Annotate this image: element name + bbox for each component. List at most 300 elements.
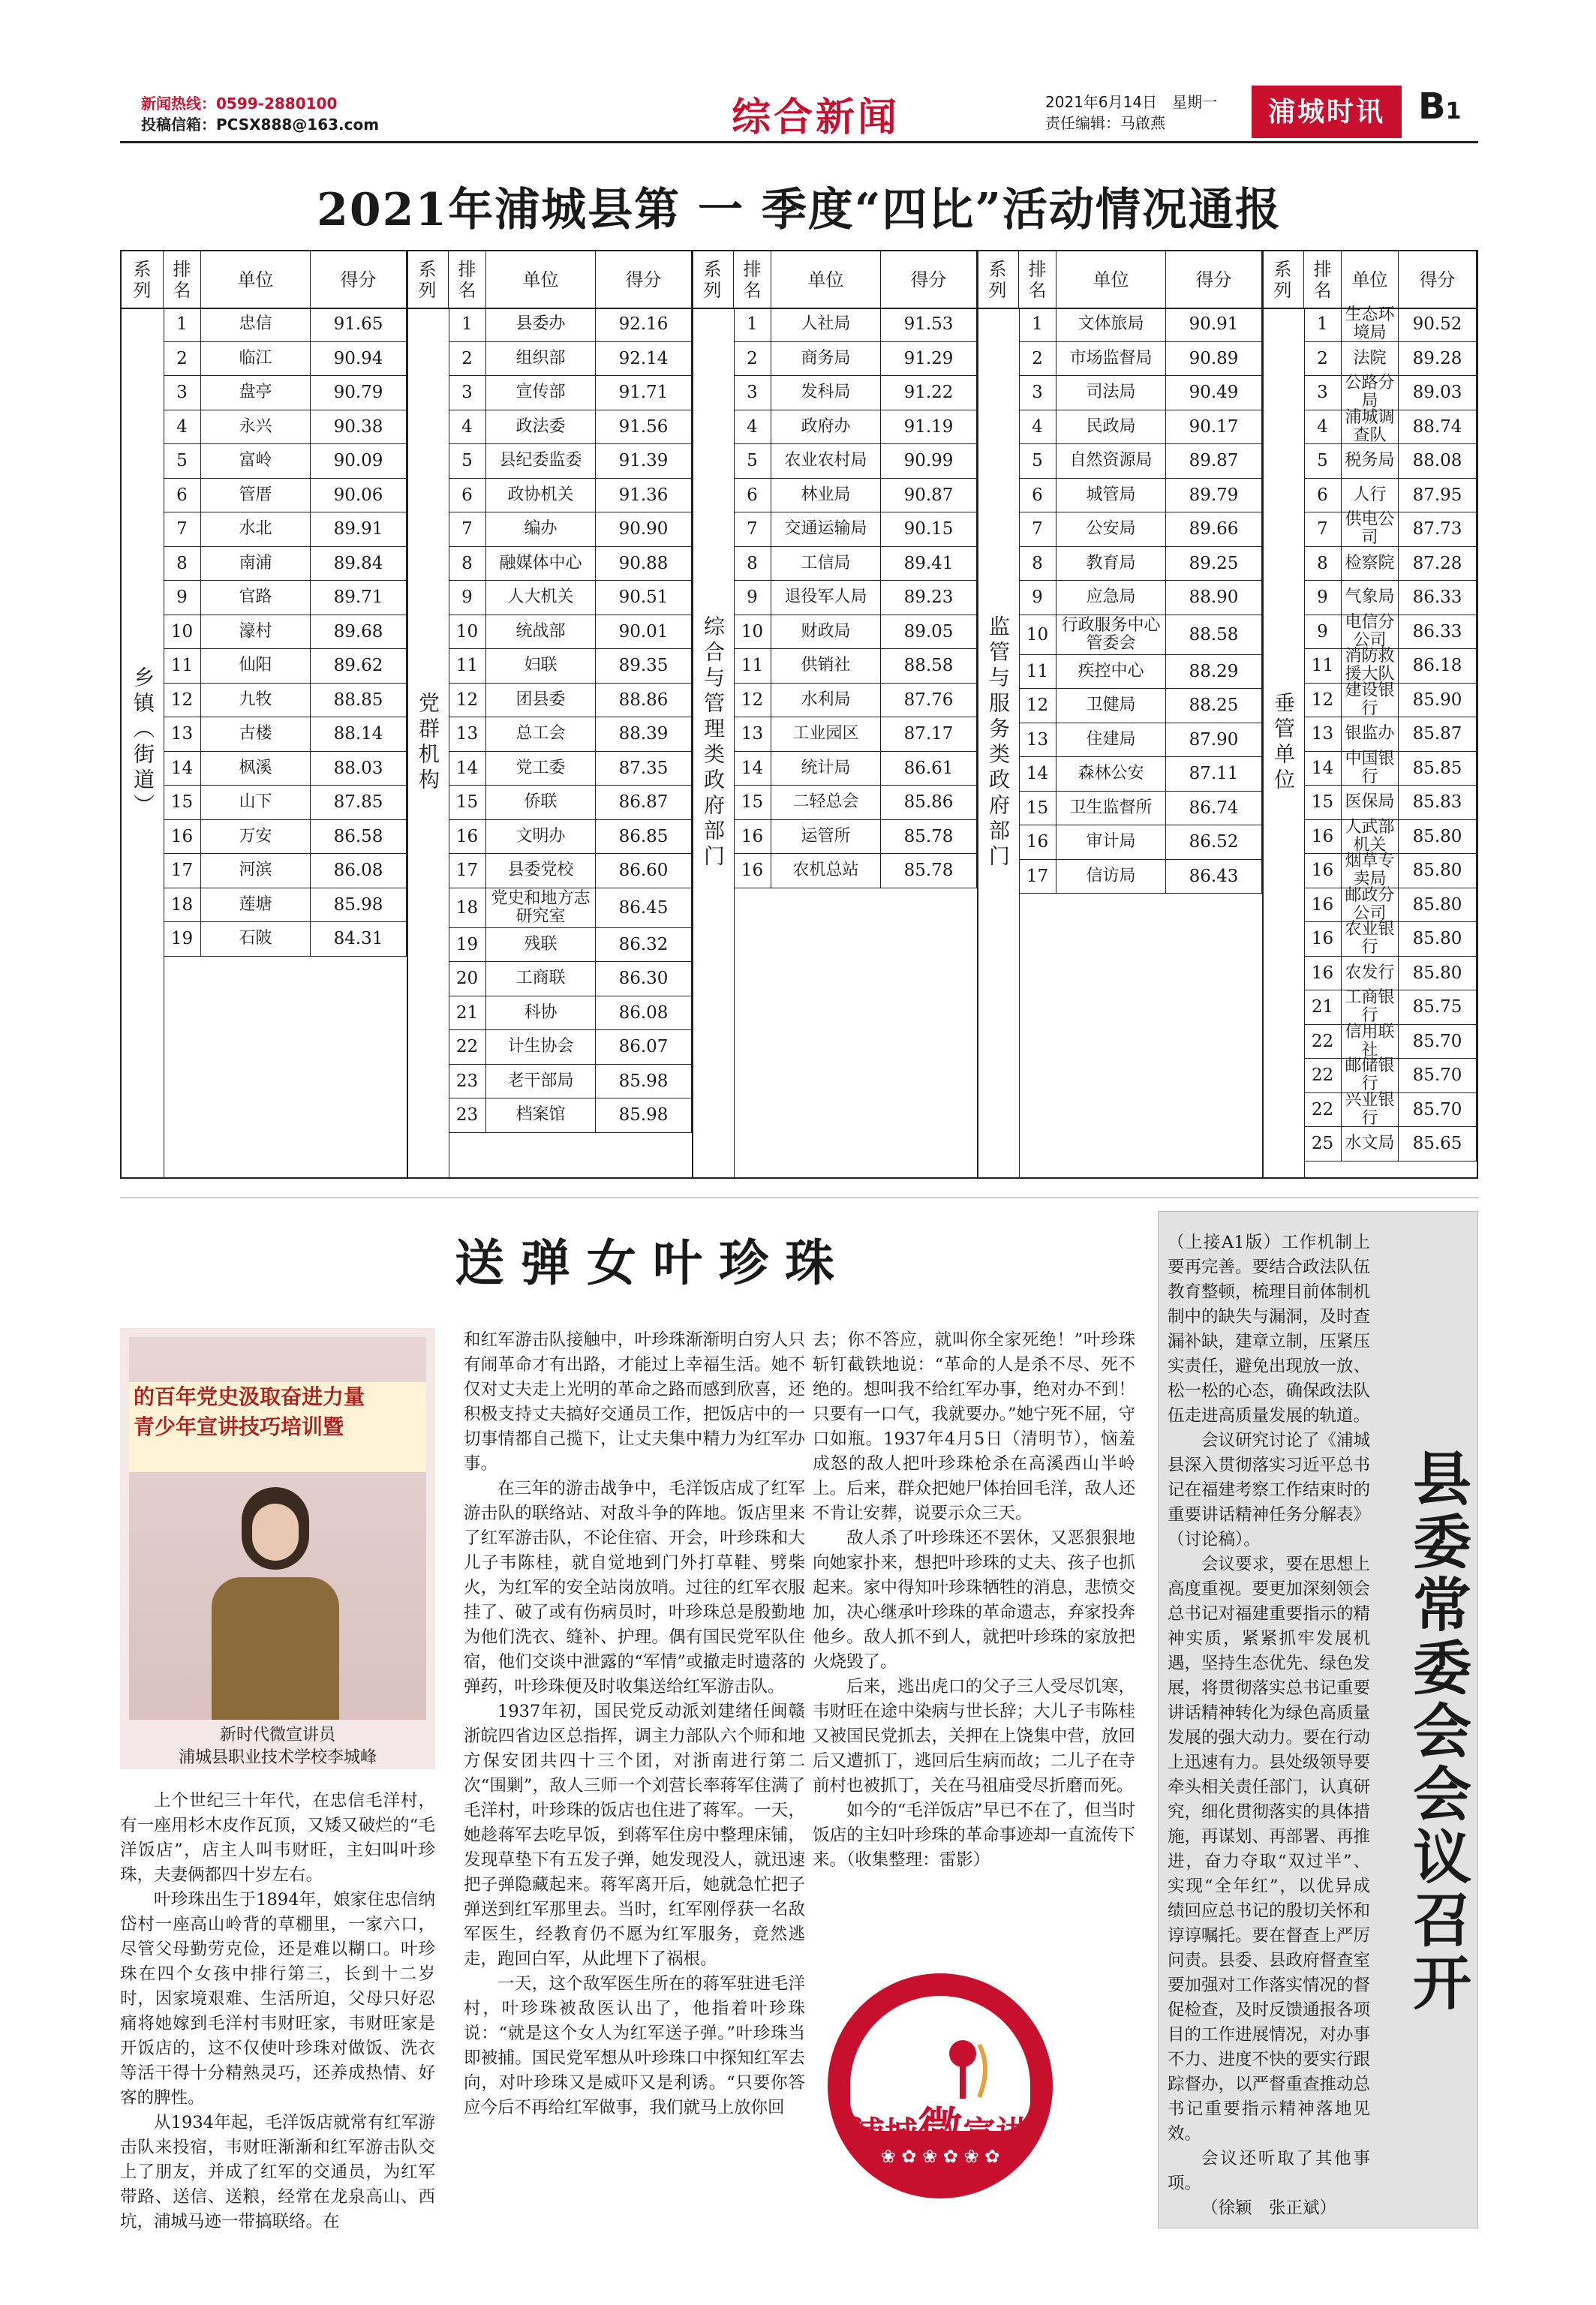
rank-cell: 8 [1019, 547, 1056, 581]
unit-cell: 发科局 [771, 376, 881, 410]
paragraph: 和红军游击队接触中，叶珍珠渐渐明白穷人只有闹革命才有出路，才能过上幸福生活。她不仅对丈夫走上光明的革命之路而感到欣喜，还积极支持丈夫搞好交通员工作，把饭店中的一切事情都自己揽下，让丈夫集中精力为红军办事。 [464, 1330, 805, 1474]
unit-cell: 工商银行 [1342, 990, 1399, 1024]
unit-cell: 盘亭 [201, 376, 311, 410]
rank-cell: 18 [164, 888, 201, 922]
unit-cell: 卫生监督所 [1056, 792, 1166, 825]
rank-cell: 19 [449, 928, 486, 962]
unit-cell: 组织部 [486, 342, 596, 376]
series-header: 系列 [977, 251, 1019, 308]
rank-cell: 3 [164, 376, 201, 410]
rank-cell: 7 [734, 512, 771, 546]
unit-cell: 九牧 [201, 684, 311, 717]
rank-cell: 12 [734, 684, 771, 717]
table-group [1262, 251, 1477, 1177]
page-digit: 1 [1445, 98, 1462, 125]
unit-cell: 永兴 [201, 410, 311, 444]
email-label: 投稿信箱： [141, 116, 216, 134]
unit-cell: 电信分公司 [1342, 615, 1399, 649]
table-row [1304, 854, 1477, 888]
score-cell: 87.35 [596, 752, 692, 786]
score-cell: 85.80 [1399, 888, 1477, 922]
score-cell: 90.49 [1166, 376, 1262, 410]
table-row [449, 376, 692, 410]
table-row [1019, 444, 1262, 479]
contact-info [141, 93, 379, 135]
unit-cell: 建设银行 [1342, 684, 1399, 717]
score-cell: 86.08 [596, 996, 692, 1030]
unit-cell: 文体旅局 [1056, 308, 1166, 341]
table-row [1019, 581, 1262, 615]
unit-cell: 运管所 [771, 820, 881, 854]
hotline-number: 0599-2880100 [216, 95, 338, 113]
score-cell: 86.74 [1166, 792, 1262, 825]
unit-cell: 团县委 [486, 684, 596, 717]
rank-cell: 17 [164, 854, 201, 888]
table-row [164, 581, 407, 615]
table-row [1304, 786, 1477, 820]
unit-cell: 编办 [486, 512, 596, 546]
unit-cell: 统计局 [771, 752, 881, 786]
table-group [122, 251, 407, 1177]
rank-cell: 16 [734, 820, 771, 854]
rank-cell: 3 [1304, 376, 1342, 410]
rank-cell: 6 [449, 479, 486, 512]
rank-cell: 5 [1019, 444, 1056, 478]
score-cell: 91.19 [881, 410, 977, 444]
rank-cell: 9 [734, 581, 771, 615]
table-row [1304, 581, 1477, 615]
table-row [1304, 547, 1477, 582]
unit-cell: 信访局 [1056, 860, 1166, 894]
unit-cell: 生态环境局 [1342, 308, 1399, 341]
page-letter: B [1418, 86, 1446, 128]
group-divider [407, 251, 408, 1177]
unit-cell: 信用联社 [1342, 1025, 1399, 1059]
table-row [1304, 342, 1477, 377]
score-cell: 90.87 [881, 479, 977, 512]
score-cell: 85.80 [1399, 957, 1477, 990]
rank-header: 排名 [1019, 251, 1056, 308]
caption-line-1: 新时代微宣讲员 [219, 1726, 335, 1745]
unit-cell: 县委办 [486, 308, 596, 341]
rank-cell: 7 [164, 512, 201, 546]
unit-cell: 山下 [201, 786, 311, 819]
table-group [407, 251, 692, 1177]
table-row [1019, 547, 1262, 582]
score-cell: 90.17 [1166, 410, 1262, 444]
side-article-title: 县委常委会会议召开 [1403, 1448, 1471, 2015]
seal-word-left: 浦城 [852, 2114, 918, 2153]
score-cell: 86.07 [596, 1030, 692, 1064]
rank-cell: 11 [164, 649, 201, 683]
rank-cell: 16 [1019, 825, 1056, 859]
unit-cell: 兴业银行 [1342, 1093, 1399, 1127]
table-row [1304, 612, 1477, 650]
table-row [164, 547, 407, 582]
score-cell: 85.90 [1399, 684, 1477, 717]
score-cell: 89.84 [311, 547, 407, 581]
unit-cell: 古楼 [201, 717, 311, 751]
unit-cell: 邮储银行 [1342, 1059, 1399, 1092]
table-row [449, 820, 692, 855]
series-name: 监管与服务类政府部门 [986, 615, 1011, 870]
table-row [1019, 689, 1262, 723]
rank-cell: 23 [449, 1098, 486, 1132]
table-row [1304, 407, 1477, 445]
rank-cell: 23 [449, 1065, 486, 1098]
score-cell: 84.31 [311, 922, 407, 956]
rank-cell: 15 [734, 786, 771, 819]
unit-cell: 科协 [486, 996, 596, 1030]
unit-cell: 政法委 [486, 410, 596, 444]
table-group [977, 251, 1262, 1177]
page-number [1418, 86, 1461, 128]
rank-cell: 13 [1304, 717, 1342, 751]
unit-cell: 官路 [201, 581, 311, 615]
score-cell: 88.14 [311, 717, 407, 751]
score-cell: 87.95 [1399, 479, 1477, 512]
unit-cell: 仙阳 [201, 649, 311, 683]
series-header: 系列 [122, 251, 164, 308]
unit-cell: 工商联 [486, 962, 596, 996]
unit-cell: 管厝 [201, 479, 311, 512]
table-row [1304, 681, 1477, 718]
rank-cell: 11 [1304, 649, 1342, 683]
score-cell: 91.65 [311, 308, 407, 341]
rank-cell: 1 [164, 308, 201, 341]
table-row [1019, 479, 1262, 513]
unit-cell: 农发行 [1342, 957, 1399, 990]
unit-cell: 水利局 [771, 684, 881, 717]
score-cell: 89.91 [311, 512, 407, 546]
rank-cell: 4 [164, 410, 201, 444]
unit-cell: 工业园区 [771, 717, 881, 751]
table-row [449, 410, 692, 445]
rank-cell: 22 [1304, 1025, 1342, 1059]
score-cell: 91.39 [596, 444, 692, 478]
speaker-face [252, 1504, 299, 1561]
table-row [164, 684, 407, 718]
rank-cell: 16 [1304, 888, 1342, 922]
unit-cell: 供电公司 [1342, 512, 1399, 546]
table-row [1019, 512, 1262, 547]
unit-cell: 银监办 [1342, 717, 1399, 751]
unit-cell: 自然资源局 [1056, 444, 1166, 478]
rank-cell: 21 [449, 996, 486, 1030]
score-cell: 86.18 [1399, 649, 1477, 683]
table-row [1019, 723, 1262, 758]
table-header [407, 251, 692, 309]
score-cell: 89.66 [1166, 512, 1262, 546]
unit-cell: 供销社 [771, 649, 881, 683]
unit-cell: 退役军人局 [771, 581, 881, 615]
unit-cell: 市场监督局 [1056, 342, 1166, 376]
notice-title: 2021年浦城县第 一 季度“四比”活动情况通报 [317, 184, 1282, 236]
unit-cell: 烟草专卖局 [1342, 854, 1399, 888]
score-cell: 89.79 [1166, 479, 1262, 512]
unit-cell: 统战部 [486, 615, 596, 649]
unit-cell: 总工会 [486, 717, 596, 751]
score-cell: 85.75 [1399, 990, 1477, 1024]
score-cell: 89.35 [596, 649, 692, 683]
unit-cell: 人社局 [771, 308, 881, 341]
series-name: 综合与管理类政府部门 [701, 615, 726, 870]
score-cell: 85.70 [1399, 1059, 1477, 1092]
table-row [164, 922, 407, 957]
unit-header: 单位 [486, 251, 596, 308]
rank-cell: 22 [1304, 1093, 1342, 1127]
rank-cell: 9 [449, 581, 486, 615]
unit-cell: 公安局 [1056, 512, 1166, 546]
table-row [449, 512, 692, 547]
score-cell: 90.90 [596, 512, 692, 546]
unit-cell: 审计局 [1056, 825, 1166, 859]
unit-cell: 残联 [486, 928, 596, 962]
rank-cell: 19 [164, 922, 201, 956]
rank-cell: 10 [1019, 615, 1056, 654]
paragraph: 会议要求，要在思想上高度重视。要更加深刻领会总书记对福建重要指示的精神实质，紧紧抓牢发展机遇，坚持生态优先、绿色发展，将贯彻落实总书记重要讲话精神转化为绿色高质量发展的强大动力。要在行动上迅速有力。县处级领导要牵头相关责任部门，认真研究，细化贯彻落实的具体措施，再谋划、再部署、再推进，奋力夺取“双过半”、实现“全年红”，以优异成绩回应总书记的殷切关怀和谆谆嘱托。要在督查上严厉问责。县委、县政府督查室要加强对工作落实情况的督促检查，及时反馈通报各项目的工作进展情况，对办事不力、进度不快的要实行跟踪督办，以严督重查推动总书记重要指示精神落地见效。 [1168, 1555, 1371, 2144]
banner-line-2: 青少年宣讲技巧培训暨 [134, 1414, 344, 1439]
unit-cell: 疾控中心 [1056, 655, 1166, 689]
score-cell: 85.80 [1399, 922, 1477, 956]
table-row [449, 479, 692, 513]
paragraph: 去；你不答应，就叫你全家死绝！”叶珍珠斩钉截铁地说：“革命的人是杀不尽、死不绝的。想叫我不给红军办事，绝对办不到！只要有一口气，我就要办。”她宁死不屈，守口如瓶。1937年4月5日（清明节），恼羞成怒的敌人把叶珍珠枪杀在高溪西山半岭上。后来，群众把她尸体抬回毛洋，敌人还不肯让安葬，说要示众三天。 [813, 1330, 1135, 1523]
email-address: PCSX888@163.com [216, 116, 380, 134]
rank-cell: 12 [164, 684, 201, 717]
table-row [449, 996, 692, 1031]
table-row [1304, 1022, 1477, 1059]
weixuanjiang-seal [828, 1973, 1053, 2198]
rank-cell: 13 [1019, 723, 1056, 757]
table-row [734, 820, 977, 855]
rank-cell: 5 [164, 444, 201, 478]
series-name: 垂管单位 [1271, 691, 1296, 794]
rank-cell: 17 [1019, 860, 1056, 894]
unit-cell: 卫健局 [1056, 689, 1166, 723]
unit-cell: 侨联 [486, 786, 596, 819]
table-row [734, 444, 977, 479]
score-header: 得分 [881, 251, 977, 308]
rank-cell: 2 [164, 342, 201, 376]
rank-cell: 7 [1304, 512, 1342, 546]
unit-cell: 教育局 [1056, 547, 1166, 581]
table-row [449, 854, 692, 888]
unit-cell: 人行 [1342, 479, 1399, 512]
table-row [1019, 655, 1262, 690]
rank-cell: 10 [449, 615, 486, 649]
speaker-photo [120, 1328, 435, 1769]
table-row [1304, 649, 1477, 684]
unit-cell: 计生协会 [486, 1030, 596, 1064]
unit-cell: 宣传部 [486, 376, 596, 410]
rank-cell: 25 [1304, 1127, 1342, 1161]
rank-cell: 3 [734, 376, 771, 410]
unit-cell: 林业局 [771, 479, 881, 512]
rank-cell: 1 [1019, 308, 1056, 341]
table-row [449, 581, 692, 615]
unit-cell: 农机总站 [771, 854, 881, 888]
table-row [1019, 860, 1262, 894]
rank-cell: 10 [734, 615, 771, 649]
table-row [734, 649, 977, 684]
section-title: 综合新闻 [732, 95, 900, 140]
story-column-2 [464, 1328, 805, 2120]
rank-cell: 15 [164, 786, 201, 819]
table-row [1304, 749, 1477, 786]
rank-header: 排名 [734, 251, 771, 308]
score-cell: 90.06 [311, 479, 407, 512]
rank-cell: 15 [449, 786, 486, 819]
score-cell: 86.32 [596, 928, 692, 962]
table-row [449, 615, 692, 650]
table-row [164, 342, 407, 377]
rank-cell: 1 [1304, 308, 1342, 341]
rank-cell: 9 [1304, 615, 1342, 649]
score-cell: 90.99 [881, 444, 977, 478]
banner-line-1: 的百年党史汲取奋进力量 [134, 1384, 365, 1409]
masthead-rule [120, 141, 1478, 143]
score-cell: 90.94 [311, 342, 407, 376]
unit-cell: 政协机关 [486, 479, 596, 512]
table-row [1019, 410, 1262, 445]
unit-cell: 万安 [201, 820, 311, 854]
score-cell: 89.23 [881, 581, 977, 615]
score-cell: 89.03 [1399, 376, 1477, 410]
unit-cell: 莲塘 [201, 888, 311, 922]
series-header: 系列 [692, 251, 734, 308]
hotline-label: 新闻热线： [141, 95, 216, 113]
series-label [977, 308, 1020, 1177]
unit-cell: 水文局 [1342, 1127, 1399, 1161]
date-block [1045, 92, 1217, 134]
rank-cell: 22 [1304, 1059, 1342, 1092]
newspaper-logo: 浦城时讯 [1252, 86, 1402, 138]
score-cell: 85.98 [311, 888, 407, 922]
rank-cell: 11 [1019, 655, 1056, 689]
score-cell: 86.52 [1166, 825, 1262, 859]
unit-cell: 融媒体中心 [486, 547, 596, 581]
unit-cell: 浦城调查队 [1342, 410, 1399, 444]
rank-cell: 14 [734, 752, 771, 786]
table-row [1304, 305, 1477, 343]
rank-cell: 14 [1019, 757, 1056, 791]
rank-cell: 16 [1304, 854, 1342, 888]
table-row [164, 308, 407, 342]
score-cell: 86.45 [596, 888, 692, 927]
score-cell: 90.91 [1166, 308, 1262, 341]
unit-cell: 县纪委监委 [486, 444, 596, 478]
table-row [449, 962, 692, 996]
table-row [164, 752, 407, 786]
unit-cell: 水北 [201, 512, 311, 546]
score-cell: 87.85 [311, 786, 407, 819]
table-row [1304, 957, 1477, 991]
series-header: 系列 [407, 251, 449, 308]
table-row [1304, 1090, 1477, 1128]
score-cell: 90.79 [311, 376, 407, 410]
series-name: 乡镇（街道） [131, 666, 155, 819]
unit-cell: 税务局 [1342, 444, 1399, 478]
table-row [449, 547, 692, 582]
rank-cell: 5 [734, 444, 771, 478]
table-rows [449, 308, 692, 1133]
rank-cell: 8 [734, 547, 771, 581]
speaker-body [212, 1577, 339, 1720]
score-cell: 91.71 [596, 376, 692, 410]
table-row [449, 1098, 692, 1133]
rank-cell: 12 [449, 684, 486, 717]
table-row [449, 717, 692, 752]
score-cell: 91.56 [596, 410, 692, 444]
table-row [734, 854, 977, 888]
rank-cell: 16 [1304, 957, 1342, 990]
table-row [1019, 757, 1262, 792]
series-header: 系列 [1262, 251, 1304, 308]
table-row [734, 376, 977, 410]
unit-cell: 临江 [201, 342, 311, 376]
unit-cell: 南浦 [201, 547, 311, 581]
table-row [449, 684, 692, 718]
table-row [1304, 479, 1477, 513]
paragraph: 从1934年起，毛洋饭店就常有红军游击队来投宿，韦财旺渐渐和红军游击队交上了朋友，并成了红军的交通员，为红军带路、送信、送粮，经常在龙泉高山、西坑，浦城马迹一带搞联络。在 [120, 2113, 435, 2231]
table-row [164, 615, 407, 650]
unit-cell: 森林公安 [1056, 757, 1166, 791]
rank-cell: 20 [449, 962, 486, 996]
score-cell: 88.25 [1166, 689, 1262, 723]
score-cell: 86.85 [596, 820, 692, 854]
score-cell: 89.05 [881, 615, 977, 649]
unit-cell: 妇联 [486, 649, 596, 683]
unit-header: 单位 [201, 251, 311, 308]
unit-cell: 老干部局 [486, 1065, 596, 1098]
unit-header: 单位 [1342, 251, 1399, 308]
table-row [734, 512, 977, 547]
unit-cell: 应急局 [1056, 581, 1166, 615]
paragraph: 敌人杀了叶珍珠还不罢休，又恶狠狠地向她家扑来，想把叶珍珠的丈夫、孩子也抓起来。家中得知叶珍珠牺牲的消息，悲愤交加，决心继承叶珍珠的革命遗志，弃家投奔他乡。敌人抓不到人，就把叶珍珠的家放把火烧毁了。 [813, 1528, 1135, 1672]
unit-cell: 城管局 [1056, 479, 1166, 512]
table-row [164, 717, 407, 752]
photo-banner [129, 1382, 426, 1472]
unit-cell: 中国银行 [1342, 752, 1399, 786]
unit-header: 单位 [1056, 251, 1166, 308]
table-row [164, 786, 407, 820]
score-cell: 87.17 [881, 717, 977, 751]
caption-line-2: 浦城县职业技术学校李城峰 [178, 1748, 377, 1767]
issue-date: 2021年6月14日 星期一 [1045, 93, 1218, 111]
rank-cell: 10 [164, 615, 201, 649]
rank-cell: 16 [164, 820, 201, 854]
score-cell: 88.86 [596, 684, 692, 717]
group-divider [977, 251, 978, 1177]
rank-cell: 14 [449, 752, 486, 786]
score-cell: 91.29 [881, 342, 977, 376]
score-cell: 87.28 [1399, 547, 1477, 581]
score-cell: 86.30 [596, 962, 692, 996]
paragraph: 叶珍珠出生于1894年，娘家住忠信纳岱村一座高山岭背的草棚里，一家六口，尽管父母勤劳克俭，还是难以糊口。叶珍珠在四个女孩中排行第三，长到十二岁时，因家境艰难、生活所迫，父母只好忍痛将她嫁到毛洋村韦财旺家，韦财旺家是开饭店的，这不仅使叶珍珠对做饭、洗衣等活干得十分精熟灵巧，还养成热情、好客的脾性。 [120, 1890, 435, 2108]
seal-word-mid: 微 [918, 2103, 963, 2156]
score-cell: 85.87 [1399, 717, 1477, 751]
rank-cell: 2 [449, 342, 486, 376]
rank-cell: 13 [449, 717, 486, 751]
side-article-body [1168, 1231, 1370, 2221]
score-cell: 86.58 [311, 820, 407, 854]
table-group [692, 251, 977, 1177]
table-row [164, 410, 407, 445]
rank-cell: 16 [734, 854, 771, 888]
rank-cell: 6 [1304, 479, 1342, 512]
table-row [734, 684, 977, 718]
unit-cell: 政府办 [771, 410, 881, 444]
